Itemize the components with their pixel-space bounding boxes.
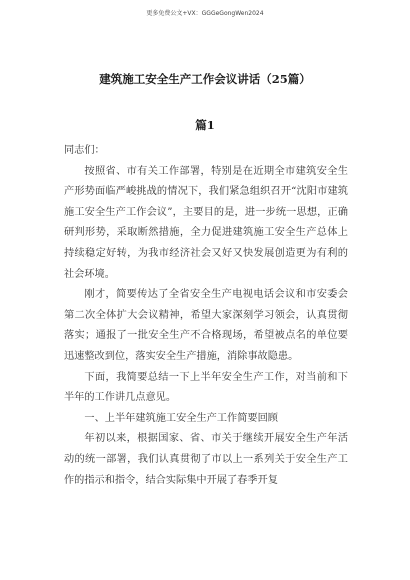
document-title: 建筑施工安全生产工作会议讲话（25篇） — [99, 72, 311, 86]
paragraph-3: 下面，我简要总结一下上半年安全生产工作，对当前和下半年的工作讲几点意见。 — [64, 371, 348, 404]
paragraph-4: 年初以来，根据国家、省、市关于继续开展安全生产年活动的统一部署，我们认真贯彻了市以上一系列关于安全生产工作的指示和指令，结合实际集中开展了春季开复 — [64, 433, 348, 486]
section-heading: 篇1 — [195, 118, 215, 132]
subsection-heading: 一、上半年建筑施工安全生产工作简要回顾 — [84, 412, 278, 424]
header-note: 更多免费公文+VX：GGGeGongWen2024 — [146, 10, 264, 17]
paragraph-1: 按照省、市有关工作部署，特别是在近期全市建筑安全生产形势面临严峻挑战的情况下，我们紧急组织召开“沈阳市建筑施工安全生产工作会议”，主要目的是，进一步统一思想，正确研判形势，采取断然措施，全力促进建筑施工安全生产总体上持续稳定好转，为我市经济社会又好又快发展创造更为有利的社会环境。 — [64, 165, 348, 280]
paragraph-2: 刚才，简要传达了全省安全生产电视电话会议和市安委会第二次全体扩大会议精神，希望大家深刻学习领会，认真贯彻落实；通报了一批安全生产不合格现场，希望被点名的单位要迅速整改到位，落实安全生产措施，消除事故隐患。 — [64, 289, 348, 362]
salutation: 同志们： — [64, 145, 105, 156]
document-body — [64, 141, 348, 491]
